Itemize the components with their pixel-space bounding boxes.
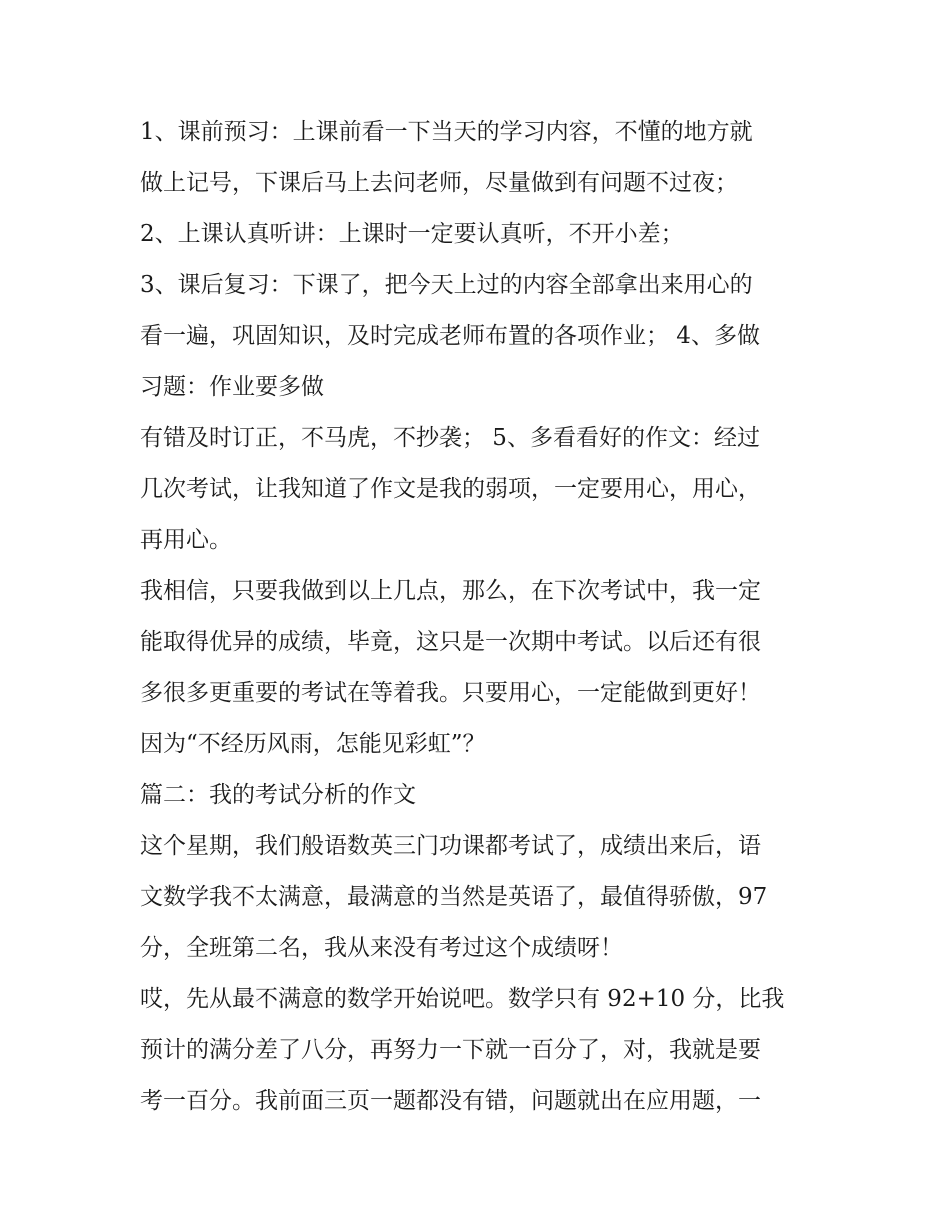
- text-line: 因为“不经历风雨，怎能见彩虹”？: [140, 731, 486, 757]
- text-line: 做上记号，下课后马上去问老师，尽量做到有问题不过夜；: [140, 170, 738, 196]
- document-body: [140, 107, 820, 1127]
- section-heading: 篇二：我的考试分析的作文: [140, 782, 416, 808]
- text-line: 有错及时订正，不马虎，不抄袭； 5、多看看好的作文：经过: [140, 425, 760, 451]
- text-line: 哎，先从最不满意的数学开始说吧。数学只有 92+10 分，比我: [140, 986, 785, 1012]
- text-line: 3、课后复习：下课了，把今天上过的内容全部拿出来用心的: [140, 272, 753, 298]
- text-line: 考一百分。我前面三页一题都没有错，问题就出在应用题，一: [140, 1088, 761, 1114]
- text-line: 习题：作业要多做: [140, 374, 324, 400]
- text-line: 这个星期，我们般语数英三门功课都考试了，成绩出来后，语: [140, 833, 761, 859]
- text-line: 能取得优异的成绩，毕竟，这只是一次期中考试。以后还有很: [140, 629, 761, 655]
- text-line: 文数学我不太满意，最满意的当然是英语了，最值得骄傲，97: [140, 884, 768, 910]
- text-line: 1、课前预习：上课前看一下当天的学习内容，不懂的地方就: [140, 119, 753, 145]
- text-line: 分，全班第二名，我从来没有考过这个成绩呀！: [140, 935, 623, 961]
- text-line: 2、上课认真听讲：上课时一定要认真听，不开小差；: [140, 221, 684, 247]
- text-line: 几次考试，让我知道了作文是我的弱项，一定要用心，用心，: [140, 476, 761, 502]
- text-line: 多很多更重要的考试在等着我。只要用心，一定能做到更好！: [140, 680, 761, 706]
- text-line: 预计的满分差了八分，再努力一下就一百分了，对，我就是要: [140, 1037, 761, 1063]
- text-line: 再用心。: [140, 527, 232, 553]
- text-line: 我相信，只要我做到以上几点，那么，在下次考试中，我一定: [140, 578, 761, 604]
- text-line: 看一遍，巩固知识，及时完成老师布置的各项作业； 4、多做: [140, 323, 760, 349]
